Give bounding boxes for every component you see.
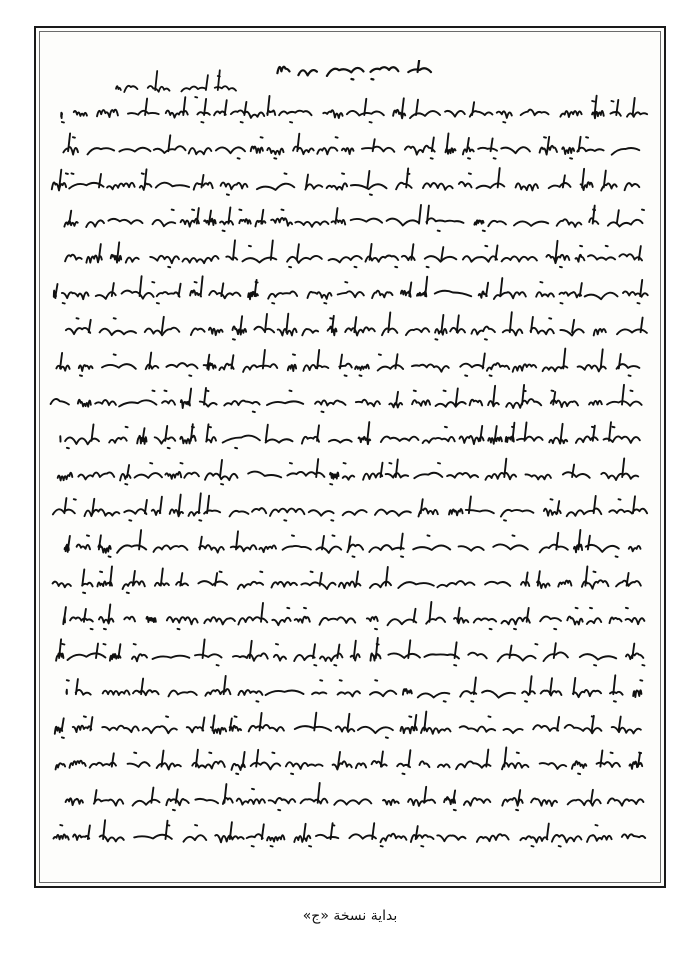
manuscript-line <box>67 675 643 701</box>
manuscript-line <box>63 602 644 629</box>
manuscript-line <box>56 349 639 376</box>
manuscript-line <box>64 205 644 231</box>
manuscript-line <box>56 748 643 775</box>
manuscript-line <box>66 312 647 340</box>
manuscript-line <box>63 133 639 158</box>
manuscript-line <box>60 422 640 448</box>
manuscript-line <box>53 566 641 593</box>
manuscript-line <box>65 530 641 557</box>
manuscript-line <box>52 168 640 195</box>
manuscript-line <box>56 638 644 666</box>
manuscript-header-line <box>116 60 431 98</box>
manuscript-line <box>55 712 641 738</box>
manuscript-line <box>61 96 647 123</box>
manuscript-line <box>54 276 648 303</box>
manuscript-line <box>51 385 642 412</box>
manuscript-handwriting <box>36 60 666 880</box>
manuscript-line <box>66 783 644 810</box>
manuscript-line <box>53 493 647 520</box>
manuscript-line <box>65 240 642 267</box>
manuscript-line <box>54 820 646 846</box>
page-caption: بداية نسخة «ج» <box>302 908 398 924</box>
manuscript-line <box>58 459 639 485</box>
